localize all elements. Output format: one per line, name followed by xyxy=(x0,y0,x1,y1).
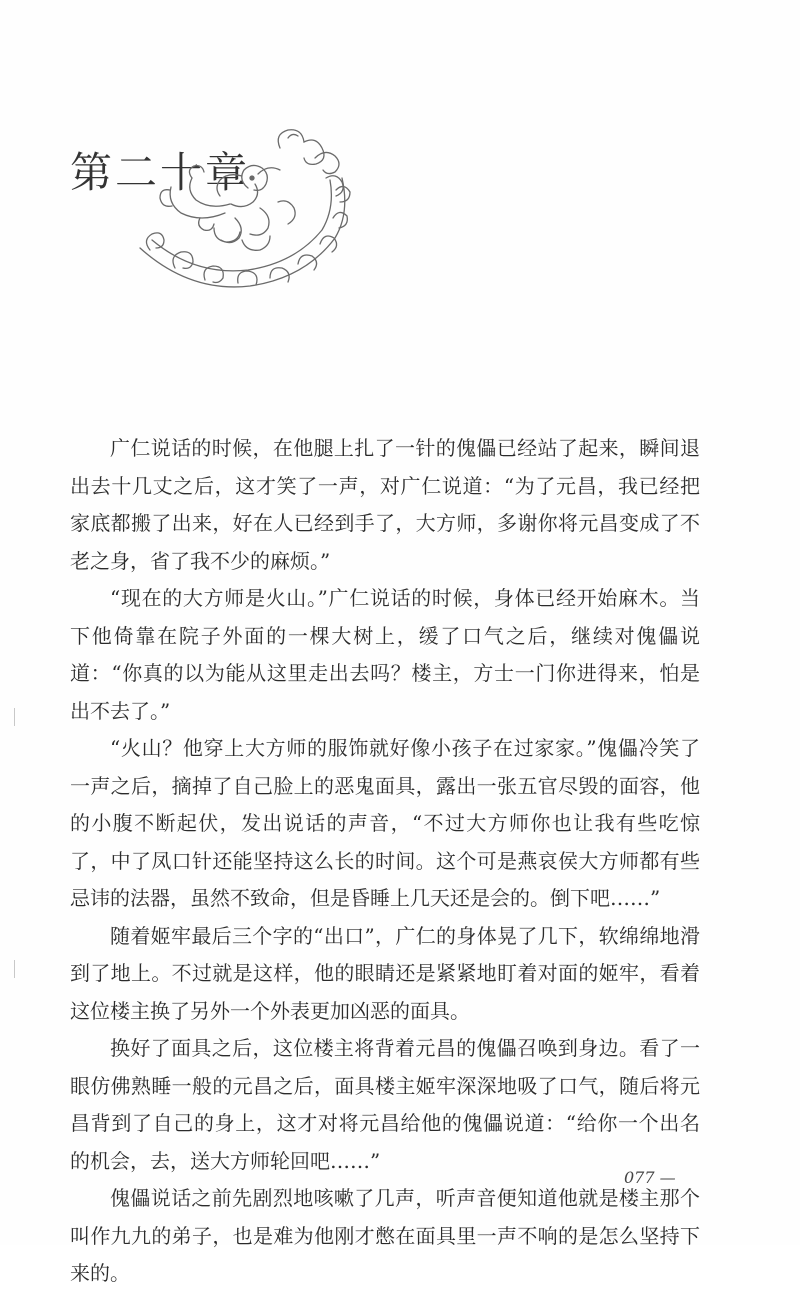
paragraph: 换好了面具之后，这位楼主将背着元昌的傀儡召唤到身边。看了一眼仿佛熟睡一般的元昌之后，面具楼主姬牢深深地吸了口气，随后将元昌背到了自己的身上，这才对将元昌给他的傀儡说道：“给你一个出名的机会，去，送大方师轮回吧……” xyxy=(70,1036,700,1173)
scan-margin-mark xyxy=(14,708,15,726)
page-number: 077 — xyxy=(624,1168,676,1187)
scan-margin-mark xyxy=(14,960,15,978)
body-text xyxy=(70,430,700,1293)
chapter-title: 第二十章 xyxy=(70,148,251,197)
paragraph: 随着姬牢最后三个字的“出口”，广仁的身体晃了几下，软绵绵地滑到了地上。不过就是这样，他的眼睛还是紧紧地盯着对面的姬牢，看着这位楼主换了另外一个外表更加凶恶的面具。 xyxy=(70,923,700,1023)
cloud-dragon-ornament xyxy=(130,118,360,298)
paragraph: “火山？他穿上大方师的服饰就好像小孩子在过家家。”傀儡冷笑了一声之后，摘掉了自己脸上的恶鬼面具，露出一张五官尽毁的面容，他的小腹不断起伏，发出说话的声音，“不过大方师你也让我有些吃惊了，中了凤口针还能坚持这么长的时间。这个可是燕哀侯大方师都有些忌讳的法器，虽然不致命，但是昏睡上几天还是会的。倒下吧……” xyxy=(70,736,700,910)
paragraph: 傀儡说话之前先剧烈地咳嗽了几声，听声音便知道他就是楼主那个叫作九九的弟子，也是难为他刚才憋在面具里一声不响的是怎么坚持下来的。 xyxy=(70,1186,700,1285)
paragraph: 广仁说话的时候，在他腿上扎了一针的傀儡已经站了起来，瞬间退出去十几丈之后，这才笑了一声，对广仁说道：“为了元昌，我已经把家底都搬了出来，好在人已经到手了，大方师，多谢你将元昌变成了不老之身，省了我不少的麻烦。” xyxy=(70,436,700,573)
paragraph: “现在的大方师是火山。”广仁说话的时候，身体已经开始麻木。当下他倚靠在院子外面的一棵大树上，缓了口气之后，继续对傀儡说道：“你真的以为能从这里走出去吗？楼主，方士一门你进得来，怕是出不去了。” xyxy=(70,586,700,723)
